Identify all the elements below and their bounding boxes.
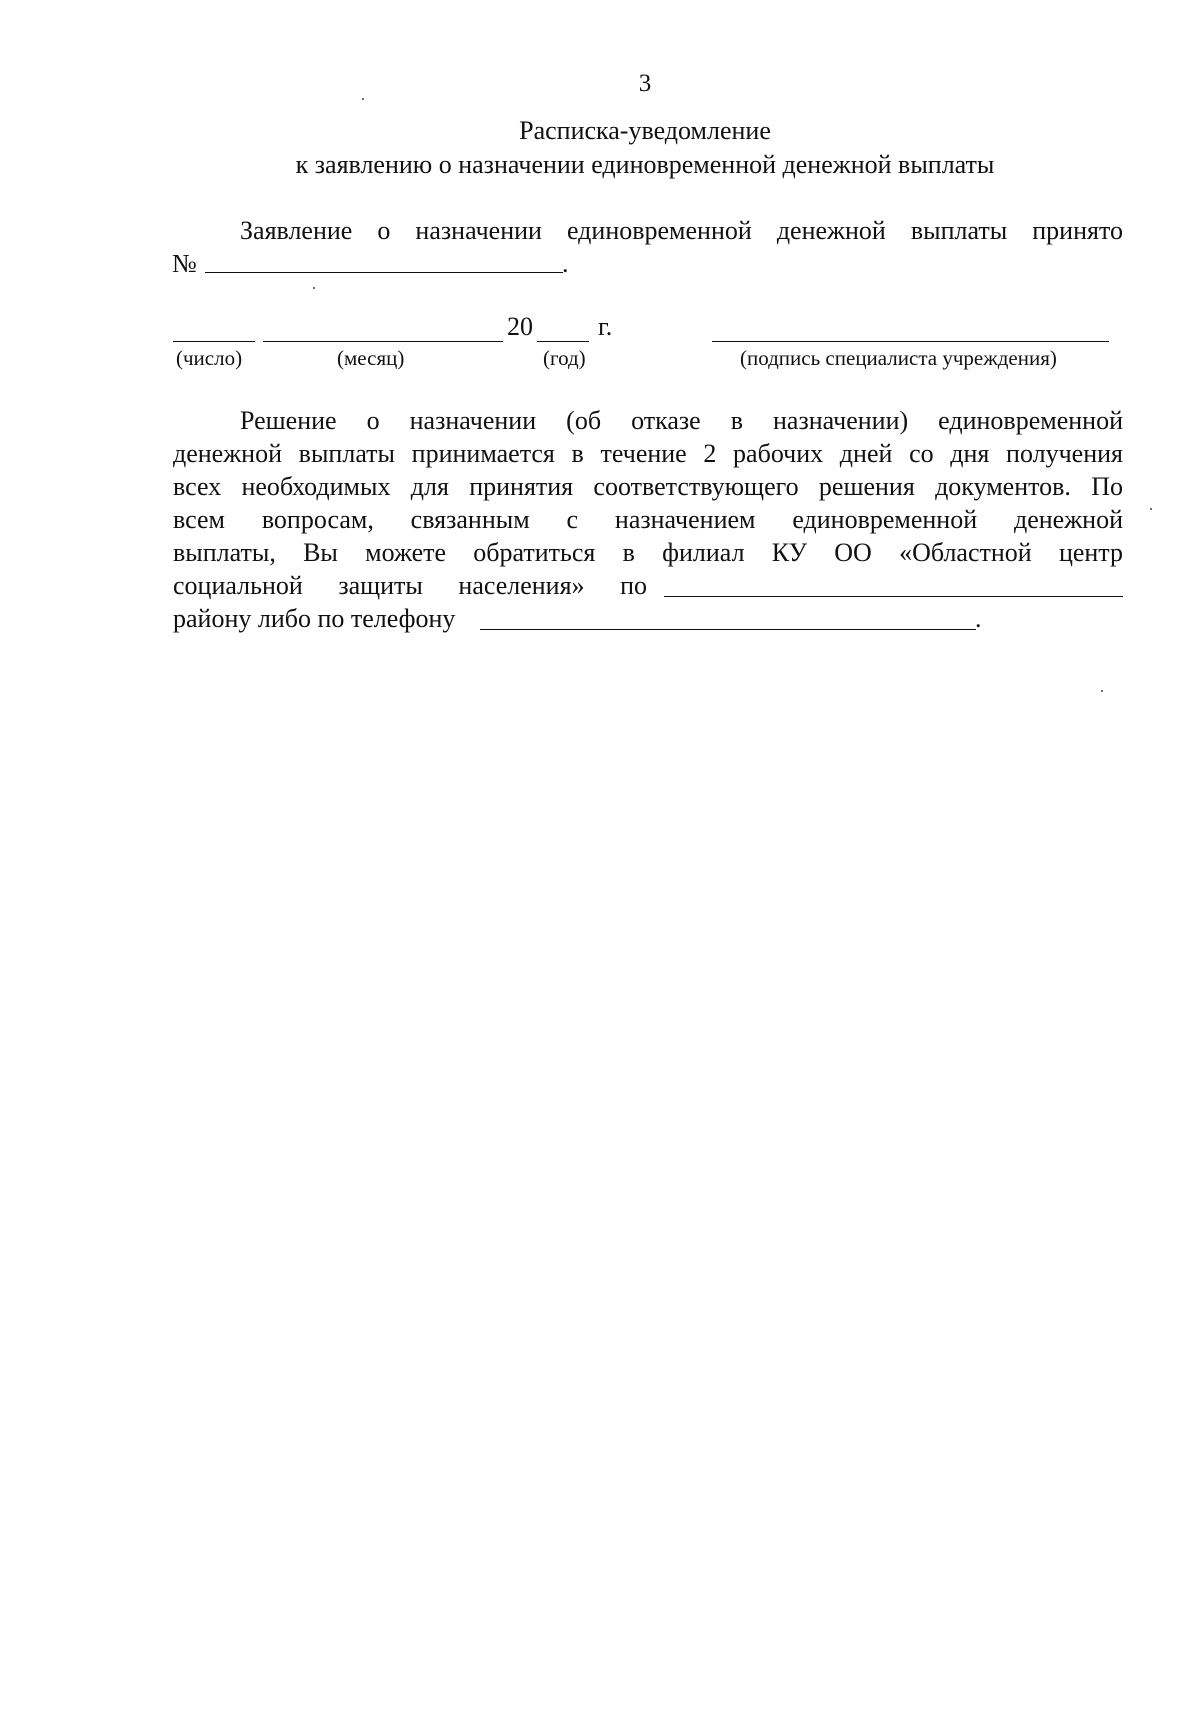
label-month: (месяц) [337, 346, 405, 370]
scan-speck [313, 287, 315, 289]
decision-line-2: денежной выплаты принимается в течение 2 рабочих дней со дня получения [173, 439, 1123, 468]
phone-line [480, 629, 976, 630]
phone-period: . [975, 604, 982, 633]
scan-speck [1150, 508, 1152, 510]
year-suffix: г. [598, 312, 613, 341]
decision-line-4: всем вопросам, связанным с назначением единовременной денежной [173, 505, 1123, 534]
decision-line-7: району либо по телефону [173, 604, 456, 633]
scan-speck [1101, 690, 1103, 692]
scan-speck [362, 98, 364, 100]
year-prefix: 20 [507, 312, 533, 341]
label-signature: (подпись специалиста учреждения) [740, 346, 1057, 370]
label-day: (число) [176, 346, 243, 370]
number-period: . [562, 249, 569, 278]
document-subtitle: к заявлению о назначении единовременной денежной выплаты [295, 150, 995, 179]
page-number: 3 [638, 70, 652, 97]
month-line [263, 341, 503, 342]
decision-line-1: Решение о назначении (об отказе в назначении) единовременной [240, 406, 1123, 435]
document-title: Расписка-уведомление [519, 116, 771, 145]
number-sign: № [172, 249, 197, 278]
year-line [537, 341, 589, 342]
application-number-line [205, 272, 563, 273]
day-line [173, 341, 255, 342]
decision-line-6: социальной защиты населения» по [173, 571, 647, 600]
decision-line-5: выплаты, Вы можете обратиться в филиал КУ ОО «Областной центр [173, 538, 1123, 567]
signature-line [712, 341, 1109, 342]
label-year: (год) [543, 346, 586, 370]
district-line [664, 596, 1123, 597]
decision-line-3: всех необходимых для принятия соответствующего решения документов. По [173, 472, 1123, 501]
receipt-sentence: Заявление о назначении единовременной денежной выплаты принято [240, 216, 1123, 245]
